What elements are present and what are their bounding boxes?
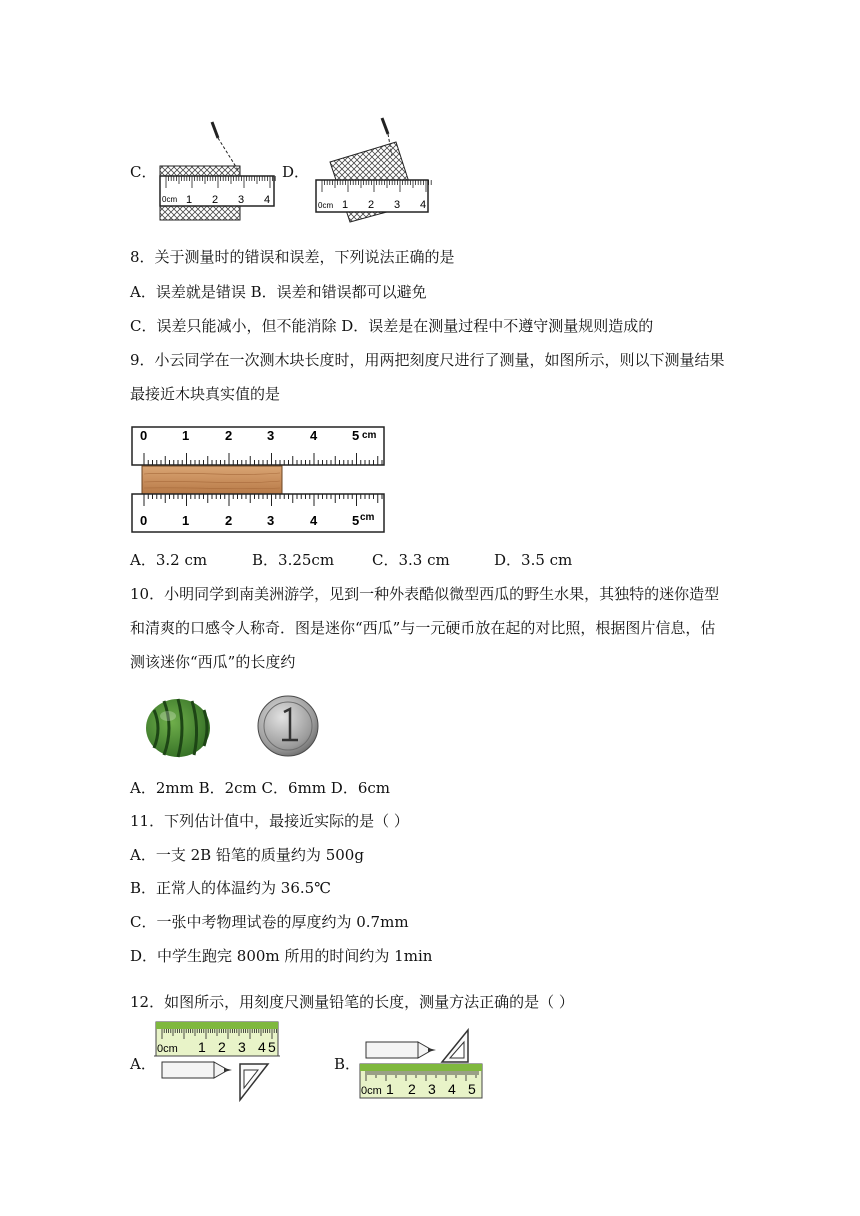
q10-stem-line2: 和清爽的口感令人称奇．图是迷你“西瓜”与一元硬币放在起的对比照，根据图片信息，估	[130, 619, 716, 637]
tick-label: 3	[267, 428, 275, 443]
q12-option-a-label: A．	[130, 1055, 156, 1073]
q11-option-b: B．正常人的体温约为 36.5℃	[130, 879, 331, 897]
q11-option-c: C．一张中考物理试卷的厚度约为 0.7mm	[130, 913, 409, 931]
tick-label: 5	[268, 1039, 276, 1055]
q10-stem-line3: 测该迷你“西瓜”的长度约	[130, 653, 296, 671]
q9-stem-line1: 9．小云同学在一次测木块长度时，用两把刻度尺进行了测量，如图所示，则以下测量结果	[130, 351, 725, 369]
tick-label: 4	[258, 1039, 266, 1055]
q9-stem-line2: 最接近木块真实值的是	[130, 385, 281, 403]
tick-label: 0	[140, 513, 148, 528]
tick-label: 4	[264, 194, 271, 206]
tick-label: 0	[140, 428, 148, 443]
bottom-ruler	[132, 494, 384, 532]
ruler-figure-c	[156, 116, 280, 224]
top-ruler	[132, 427, 384, 465]
tick-label: 4	[420, 199, 427, 211]
q10-options: A．2mm B．2cm C．6mm D．6cm	[130, 779, 390, 797]
q10-stem-line1: 10．小明同学到南美洲游学，见到一种外表酷似微型西瓜的野生水果，其独特的迷你造型	[130, 585, 720, 603]
q8-stem: 8．关于测量时的错误和误差，下列说法正确的是	[130, 248, 455, 266]
pencil-tip-icon	[212, 122, 218, 138]
q11-stem: 11．下列估计值中，最接近实际的是（ ）	[130, 812, 409, 830]
tick-label: 3	[428, 1081, 436, 1097]
tick-label: 1	[186, 194, 193, 206]
tick-label: 5	[468, 1081, 476, 1097]
q8-options-cd: C．误差只能减小，但不能消除 D．误差是在测量过程中不遵守测量规则造成的	[130, 317, 654, 335]
tick-label: 3	[267, 513, 275, 528]
tick-label: 2	[225, 428, 233, 443]
tick-label: 1	[198, 1039, 206, 1055]
tick-label: 2	[368, 199, 375, 211]
tick-label: 2	[212, 194, 219, 206]
unit-label: cm	[362, 430, 377, 441]
coin-icon	[258, 696, 318, 756]
q11-option-d: D．中学生跑完 800m 所用的时间约为 1min	[130, 947, 433, 965]
tick-label: 2	[218, 1039, 226, 1055]
option-c-label: C．	[130, 163, 157, 181]
q9-option-d: D．3.5 cm	[494, 551, 573, 569]
q12-stem: 12．如图所示，用刻度尺测量铅笔的长度，测量方法正确的是（ ）	[130, 993, 574, 1011]
q9-option-a: A．3.2 cm	[130, 551, 208, 569]
tick-label: 1	[342, 199, 349, 211]
q8-options-ab: A．误差就是错误 B．误差和错误都可以避免	[130, 283, 427, 301]
tick-label: 5	[352, 428, 360, 443]
ruler-zero-label: 0cm	[157, 1043, 178, 1055]
tick-label: 3	[238, 1039, 246, 1055]
tick-label: 2	[408, 1081, 416, 1097]
pencil-measure-figure-a	[154, 1020, 282, 1102]
q9-option-b: B．3.25cm	[252, 551, 335, 569]
unit-label: cm	[360, 512, 375, 523]
tick-label: 4	[448, 1081, 456, 1097]
pencil-icon	[366, 1042, 436, 1058]
tick-label: 3	[238, 194, 245, 206]
tick-label: 1	[182, 513, 190, 528]
watermelon-icon	[146, 699, 210, 757]
watermelon-coin-photo	[138, 692, 328, 762]
ruler-zero-label: 0cm	[318, 201, 334, 210]
ruler-figure-d	[312, 112, 434, 224]
q11-option-a: A．一支 2B 铅笔的质量约为 500g	[130, 846, 364, 864]
tick-label: 1	[386, 1081, 394, 1097]
tick-label: 5	[352, 513, 360, 528]
tick-label: 1	[182, 428, 190, 443]
pencil-tip-icon	[382, 118, 388, 134]
tick-label: 2	[225, 513, 233, 528]
tick-label: 3	[394, 199, 401, 211]
tick-label: 4	[310, 428, 318, 443]
option-d-label: D．	[282, 163, 310, 181]
two-rulers-figure	[130, 424, 388, 534]
ruler-zero-label: 0cm	[361, 1085, 382, 1097]
pencil-icon	[162, 1062, 232, 1078]
q9-option-c: C．3.3 cm	[372, 551, 450, 569]
tick-label: 4	[310, 513, 318, 528]
wood-block	[142, 466, 282, 494]
q12-option-b-label: B．	[334, 1055, 361, 1073]
pencil-measure-figure-b	[358, 1026, 486, 1100]
ruler-zero-label: 0cm	[162, 195, 178, 204]
